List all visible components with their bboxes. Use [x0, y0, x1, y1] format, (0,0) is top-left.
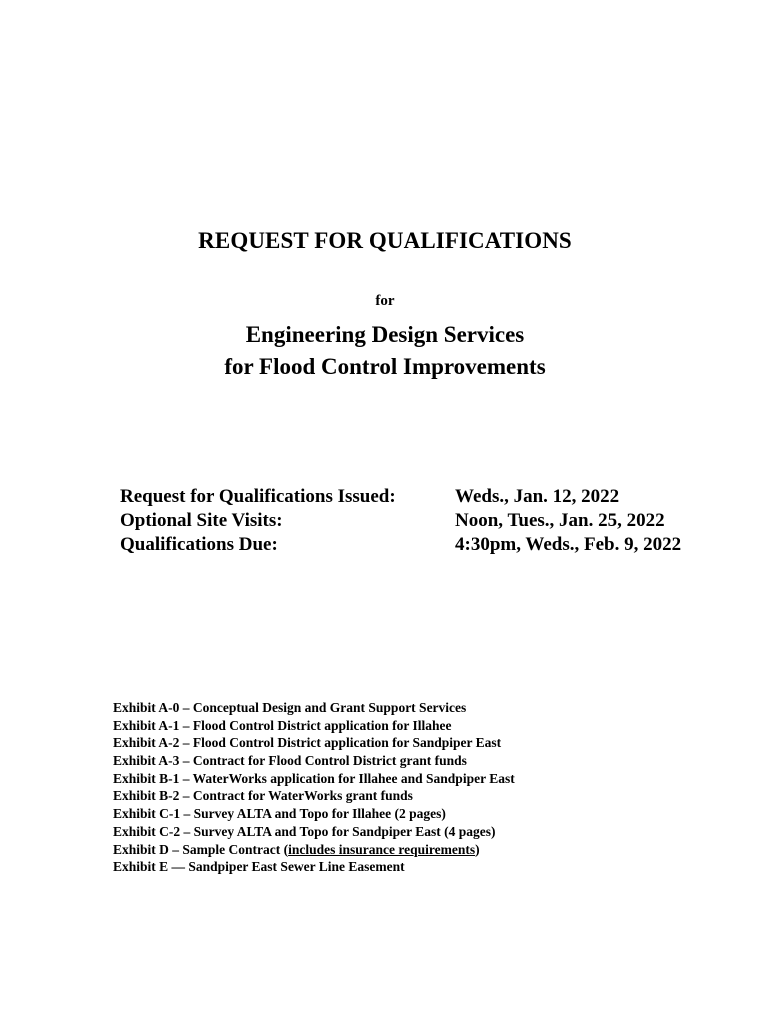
- schedule-label: Optional Site Visits:: [120, 510, 283, 531]
- for-connector: for: [375, 293, 395, 309]
- schedule-label: Request for Qualifications Issued:: [120, 486, 396, 507]
- exhibit-c2: Exhibit C-2 – Survey ALTA and Topo for Sandpiper East (4 pages): [113, 823, 496, 839]
- exhibit-d-underlined-note: includes insurance requirements: [288, 841, 476, 857]
- document-subtitle-line-2: for Flood Control Improvements: [224, 354, 546, 379]
- document-subtitle-line-1: Engineering Design Services: [245, 322, 525, 347]
- exhibit-a0: Exhibit A-0 – Conceptual Design and Grant Support Services: [113, 700, 467, 715]
- exhibit-a3: Exhibit A-3 – Contract for Flood Control District grant funds: [113, 753, 467, 769]
- schedule-row-issued: [120, 485, 720, 509]
- schedule-row-due: [120, 533, 720, 557]
- schedule-value: Weds., Jan. 12, 2022: [455, 486, 620, 507]
- exhibit-d-prefix: Exhibit D – Sample Contract (: [113, 841, 289, 857]
- exhibit-e: Exhibit E — Sandpiper East Sewer Line Easement: [113, 859, 405, 875]
- schedule-table: [120, 485, 720, 557]
- exhibit-a1: Exhibit A-1 – Flood Control District application for Illahee: [113, 717, 452, 733]
- exhibit-b1: Exhibit B-1 – WaterWorks application for Illahee and Sandpiper East: [113, 770, 515, 786]
- schedule-value: 4:30pm, Weds., Feb. 9, 2022: [455, 534, 682, 555]
- exhibit-a2: Exhibit A-2 – Flood Control District application for Sandpiper East: [113, 735, 502, 751]
- exhibit-d: [113, 841, 713, 859]
- exhibit-list: [113, 699, 713, 876]
- exhibit-c1: Exhibit C-1 – Survey ALTA and Topo for Illahee (2 pages): [113, 806, 446, 822]
- exhibit-d-suffix: ): [475, 841, 480, 857]
- schedule-label: Qualifications Due:: [120, 534, 278, 555]
- document-title: REQUEST FOR QUALIFICATIONS: [198, 228, 572, 253]
- exhibit-b2: Exhibit B-2 – Contract for WaterWorks grant funds: [113, 788, 413, 804]
- schedule-row-site-visits: [120, 509, 720, 533]
- schedule-value: Noon, Tues., Jan. 25, 2022: [455, 510, 665, 531]
